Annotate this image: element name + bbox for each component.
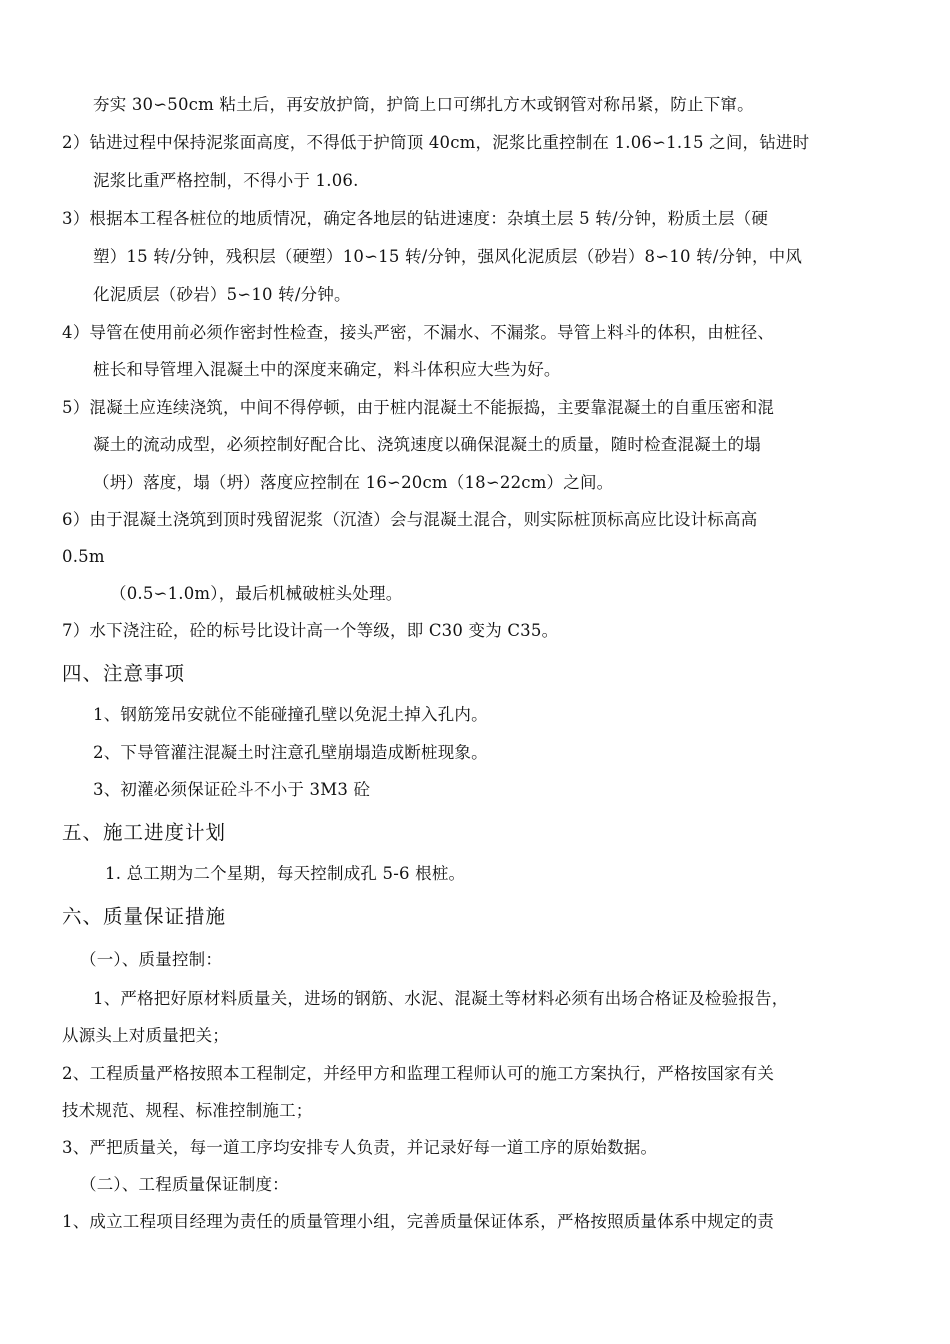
- text-line: 凝土的流动成型，必须控制好配合比、浇筑速度以确保混凝土的质量，随时检查混凝土的塌: [93, 435, 761, 454]
- list-item: 1、钢筋笼吊安就位不能碰撞孔壁以免泥土掉入孔内。: [93, 705, 488, 724]
- subsection-heading: （二）、工程质量保证制度：: [80, 1175, 289, 1194]
- list-item: 3、初灌必须保证砼斗不小于 3M3 砼: [93, 780, 371, 799]
- text-line: 5）混凝土应连续浇筑，中间不得停顿，由于桩内混凝土不能振捣，主要靠混凝土的自重压密和混: [62, 398, 775, 417]
- text-line: 技术规范、规程、标准控制施工；: [62, 1101, 313, 1120]
- section-heading: 五、施工进度计划: [62, 821, 227, 844]
- text-line: 从源头上对质量把关；: [62, 1026, 229, 1045]
- section-heading: 六、质量保证措施: [62, 905, 227, 928]
- text-line: 泥浆比重严格控制，不得小于 1.06.: [93, 171, 359, 190]
- text-line: 3、严把质量关，每一道工序均安排专人负责，并记录好每一道工序的原始数据。: [62, 1138, 658, 1157]
- subsection-heading: （一）、质量控制：: [80, 950, 223, 969]
- text-line: 7）水下浇注砼，砼的标号比设计高一个等级，即 C30 变为 C35。: [62, 621, 559, 640]
- text-line: 1、严格把好原材料质量关，进场的钢筋、水泥、混凝土等材料必须有出场合格证及检验报告，: [93, 989, 789, 1008]
- text-line: （坍）落度，塌（坍）落度应控制在 16∽20cm（18∽22cm）之间。: [93, 473, 614, 492]
- text-line: 桩长和导管埋入混凝土中的深度来确定，料斗体积应大些为好。: [93, 360, 561, 379]
- text-line: 1、成立工程项目经理为责任的质量管理小组，完善质量保证体系，严格按照质量体系中规定的责: [62, 1212, 775, 1231]
- list-item: 2、下导管灌注混凝土时注意孔壁崩塌造成断桩现象。: [93, 743, 488, 762]
- text-line: 塑）15 转/分钟，残积层（硬塑）10∽15 转/分钟，强风化泥质层（砂岩）8∽10 转/分钟，中风: [93, 247, 803, 266]
- text-line: 3）根据本工程各桩位的地质情况，确定各地层的钻进速度：杂填土层 5 转/分钟，粉质土层（硬: [62, 209, 769, 228]
- text-line: 2、工程质量严格按照本工程制定，并经甲方和监理工程师认可的施工方案执行，严格按国家有关: [62, 1064, 775, 1083]
- list-item: 1. 总工期为二个星期，每天控制成孔 5-6 根桩。: [105, 864, 466, 883]
- text-line: （0.5∽1.0m），最后机械破桩头处理。: [110, 584, 403, 603]
- text-line: 2）钻进过程中保持泥浆面高度，不得低于护筒顶 40cm，泥浆比重控制在 1.06∽1.15 之间，钻进时: [62, 133, 810, 152]
- text-line: 6）由于混凝土浇筑到顶时残留泥浆（沉渣）会与混凝土混合，则实际桩顶标高应比设计标高高: [62, 510, 758, 529]
- text-line: 夯实 30∽50cm 粘土后，再安放护筒，护筒上口可绑扎方木或钢管对称吊紧，防止下窜。: [93, 95, 754, 114]
- section-heading: 四、注意事项: [62, 662, 186, 685]
- text-line: 4）导管在使用前必须作密封性检查，接头严密，不漏水、不漏浆。导管上料斗的体积，由桩径、: [62, 323, 775, 342]
- text-line: 化泥质层（砂岩）5∽10 转/分钟。: [93, 285, 351, 304]
- text-line: 0.5m: [62, 547, 105, 566]
